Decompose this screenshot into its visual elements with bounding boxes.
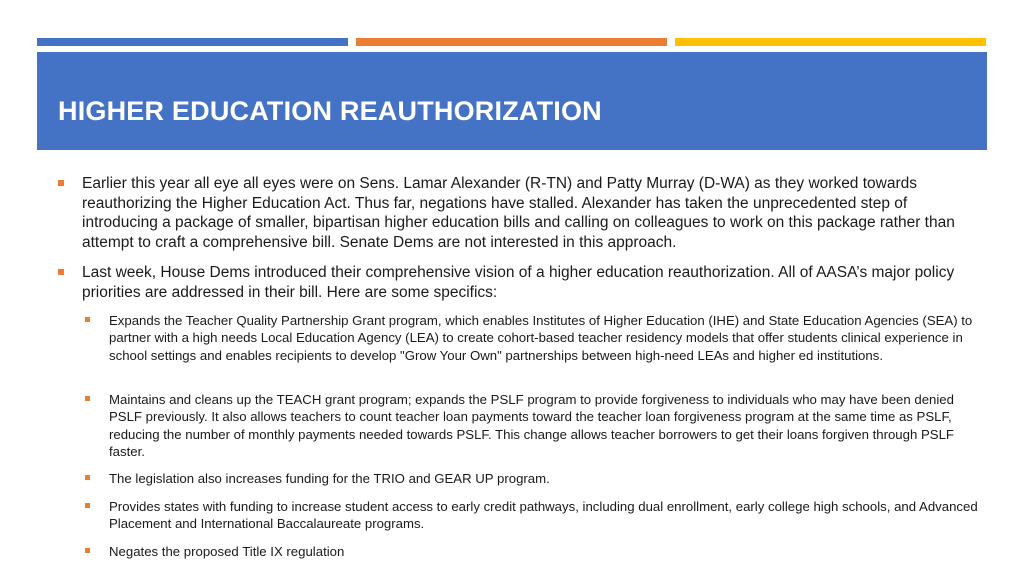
slide-title: HIGHER EDUCATION REAUTHORIZATION bbox=[58, 96, 602, 126]
sub-bullet-text: Maintains and cleans up the TEACH grant program; expands the PSLF program to provide forgiveness to individuals who may have been denied PSLF previously. It also allows teachers to count teacher loan payments toward the teacher loan forgiveness program at the same time as PSLF, reducing the number of monthly payments needed towards PSLF. This change allows teacher borrowers to get their loans forgiven through PSLF faster. bbox=[109, 392, 954, 459]
square-bullet-icon bbox=[85, 396, 90, 401]
square-bullet-icon bbox=[85, 548, 90, 553]
sub-bullet-text: Expands the Teacher Quality Partnership Grant program, which enables Institutes of Higher Education (IHE) and State Education Agencies (SEA) to partner with a high needs Local Education Agency (LEA) to create cohort-based teacher residency models that offer students clinical experience in school settings and enables recipients to develop "Grow Your Own" partnerships between high-need LEAs and higher ed institutions. bbox=[109, 313, 973, 363]
bullet-item bbox=[82, 263, 982, 302]
bullet-text: Earlier this year all eye all eyes were on Sens. Lamar Alexander (R-TN) and Patty Murray (D-WA) as they worked towards reauthorizing the Higher Education Act. Thus far, negations have stalled. Alexander has taken the unprecedented step of introducing a package of smaller, bipartisan higher education bills and calling on colleagues to work on this package rather than attempt to craft a comprehensive bill. Senate Dems are not interested in this approach. bbox=[82, 175, 955, 251]
sub-bullet-item bbox=[109, 498, 979, 533]
square-bullet-icon bbox=[85, 317, 90, 322]
square-bullet-icon bbox=[85, 503, 90, 508]
sub-bullet-text: Provides states with funding to increase student access to early credit pathways, including dual enrollment, early college high schools, and Advanced Placement and International Baccalaureate programs. bbox=[109, 499, 978, 532]
sub-bullet-text: The legislation also increases funding for the TRIO and GEAR UP program. bbox=[109, 471, 550, 486]
sub-bullet-item bbox=[109, 312, 979, 364]
sub-bullet-item bbox=[109, 543, 979, 560]
square-bullet-icon bbox=[58, 180, 64, 186]
sub-bullet-item bbox=[109, 470, 979, 487]
sub-bullet-text: Negates the proposed Title IX regulation bbox=[109, 544, 345, 559]
square-bullet-icon bbox=[85, 475, 90, 480]
bullet-text: Last week, House Dems introduced their comprehensive vision of a higher education reauthorization. All of AASA’s major policy priorities are addressed in their bill. Here are some specifics: bbox=[82, 264, 955, 301]
square-bullet-icon bbox=[58, 269, 64, 275]
sub-bullet-item bbox=[109, 391, 979, 460]
bullet-item bbox=[82, 174, 982, 252]
